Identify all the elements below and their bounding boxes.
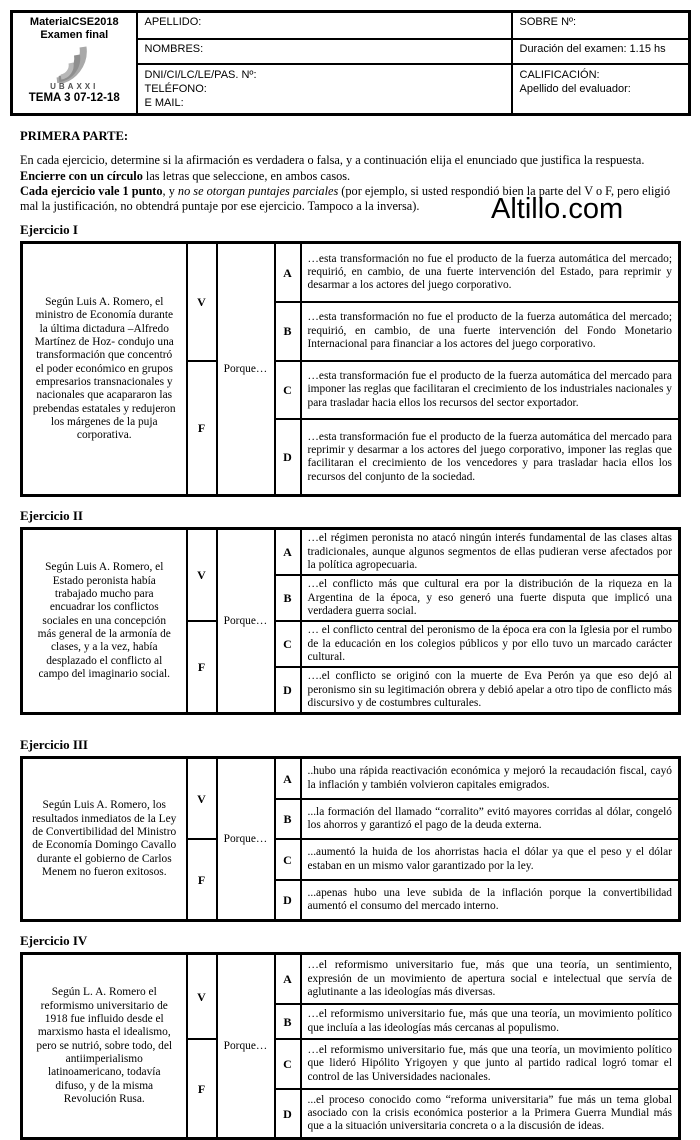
exercise-2-option-b-text: …el conflicto más que cultural era por la distribución de la riqueza en la Argentina de la época, y eso generó una fuerte disputa que implicó una verdadera guerra social. [301,575,680,621]
exercise-4-option-v: V [187,954,217,1039]
exercise-1-letter-c: C [275,361,301,420]
exercise-3-option-d-text: ...apenas hubo una leve subida de la inflación porque la convertibilidad aumentó el consumo del mercado interno. [301,880,680,921]
exercise-2-letter-d: D [275,667,301,714]
exercise-1-letter-b: B [275,302,301,361]
exam-id-cell [12,12,137,115]
exercise-2-option-c-text: … el conflicto central del peronismo de la época era con la Iglesia por el rumbo de la educación en los colegios públicos y por ello tuvo un marcado carácter cultural. [301,621,680,667]
exercise-3-table [20,756,681,922]
exercise-1-option-b-text: …esta transformación no fue el producto de la fuerza automática del mercado; requirió, en cambio, de una fuerte intervención del Fondo Monetario Internacional para financiar a los actores del juego corporativo. [301,302,680,361]
email-field: E MAIL: [144,97,184,110]
exercise-4-title: Ejercicio IV [20,933,88,949]
exercise-4-option-b-text: …el reformismo universitario fue, más que una teoría, un movimiento político que incluía a las ideologías más cercanas al populismo. [301,1004,680,1039]
exercise-4-option-c-text: …el reformismo universitario fue, más que una teoría, un movimiento político que lideró Hipólito Yrigoyen y que junto al partido radical logró tomar el control de las Universidades nacionales. [301,1039,680,1089]
nombres-field: NOMBRES: [137,39,512,64]
exercise-3-letter-d: D [275,880,301,921]
exercise-3-option-a-text: ..hubo una rápida reactivación económica y mejoró la recaudación fiscal, cayó la inflación y también volvieron capitales emigrados. [301,758,680,799]
apellido-field: APELLIDO: [137,12,512,39]
exercise-2-option-v: V [187,529,217,622]
ubaxxi-logo-text: UBAXXI [50,82,99,92]
exercise-1-letter-d: D [275,419,301,495]
exercise-3-option-f: F [187,839,217,921]
exercise-4-letter-c: C [275,1039,301,1089]
exercise-3-option-v: V [187,758,217,839]
exercise-1-letter-a: A [275,243,301,302]
exercise-3-letter-b: B [275,799,301,839]
exam-type-label: Examen final [40,28,109,41]
contact-fields [137,64,512,115]
exercise-4-porque-label: Porque… [217,954,275,1139]
instructions-line3-italic: no se otorgan puntajes parciales [177,183,339,198]
exercise-2-option-d-text: ….el conflicto se originó con la muerte de Eva Perón ya que eso dejó al peronismo sin su legitimación obrera y debió apelar a otro tipo de conflicto más discursivo y de costumbres culturales. [301,667,680,714]
section-title: PRIMERA PARTE: [20,129,129,144]
exercise-1-option-c-text: …esta transformación fue el producto de la fuerza automática del mercado para imponer las reglas que facilitaran el crecimiento de los industriales nacionales y para trasladar hacia ellos los recursos del sector exportador. [301,361,680,420]
exercise-3-statement: Según Luis A. Romero, los resultados inmediatos de la Ley de Convertibilidad del Ministro de Economía Domingo Cavallo durante el gobierno de Carlos Menem no fueron exitosos. [22,758,187,921]
exercise-3-porque-label: Porque… [217,758,275,921]
telefono-field: TELÉFONO: [144,82,207,95]
exercise-2-title: Ejercicio II [20,508,83,524]
sobre-field: SOBRE Nº: [512,12,690,39]
exercise-2-letter-a: A [275,529,301,576]
instructions-line3-rest: (por ejemplo, si usted respondió bien la parte del V o F, pero eligió mal la justificación, no obtendrá puntaje por ese ejercicio. Tampoco a la inversa). [20,183,671,214]
exercise-4-letter-d: D [275,1089,301,1139]
dni-field: DNI/CI/LC/LE/PAS. Nº: [144,68,257,81]
exercise-1-option-f: F [187,361,217,496]
material-label: MaterialCSE2018 [29,16,119,28]
exam-header-table [10,10,691,116]
exercise-4-option-a-text: …el reformismo universitario fue, más que una teoría, un sentimiento, expresión de un movimiento de apertura social e intelectual que servía de aglutinante a las ideologías más diversas. [301,954,680,1004]
calificacion-cell [512,64,690,115]
instructions-line2-bold: Encierre con un círculo [20,168,143,183]
exercise-4-option-d-text: ...el proceso conocido como “reforma universitaria” fue más un tema global asociado con la crisis económica posterior a la Primera Guerra Mundial más que a la situación universitaria concreta o a la discusión de ideas. [301,1089,680,1139]
exercise-4-option-f: F [187,1039,217,1139]
instructions-line3-bold: Cada ejercicio vale 1 punto [20,183,163,198]
exercise-1-table [20,241,681,497]
instructions-line2-rest: las letras que seleccione, en ambos casos. [142,168,351,183]
instructions-line3-mid: , y [162,183,178,198]
ubaxxi-logo-icon [43,41,105,83]
exercise-3-option-b-text: ...la formación del llamado “corralito” evitó mayores corridas al dólar, congeló los ahorros y garantizó el pago de la deuda externa. [301,799,680,839]
tema-label: TEMA 3 07-12-18 [28,92,120,105]
exercise-4-letter-b: B [275,1004,301,1039]
exercise-1-porque-label: Porque… [217,243,275,496]
exercise-1-option-a-text: …esta transformación no fue el producto de la fuerza automática del mercado; requirió, en cambio, de una fuerte intervención del Estado, para reprimir y desarmar a los actores del juego corporativo. [301,243,680,302]
exercise-1-title: Ejercicio I [20,222,78,238]
exercise-3-letter-c: C [275,839,301,879]
exercise-2-table [20,527,681,715]
evaluador-label: Apellido del evaluador: [519,82,631,95]
altillo-watermark: Altillo.com [491,193,624,225]
instructions-line1: En cada ejercicio, determine si la afirmación es verdadera o falsa, y a continuación elija el enunciado que justifica la respuesta. [20,153,645,168]
exercise-2-option-a-text: …el régimen peronista no atacó ningún interés fundamental de las clases altas tradicionales, aunque algunos segmentos de ellas pudieran verse afectados por la política agropecuaria. [301,529,680,576]
exercise-2-letter-b: B [275,575,301,621]
exercise-4-letter-a: A [275,954,301,1004]
exercise-2-option-f: F [187,621,217,714]
exercise-3-letter-a: A [275,758,301,799]
duracion-label: Duración del examen: 1.15 hs [512,39,690,64]
exercise-3-option-c-text: ...aumentó la huida de los ahorristas hacia el dólar ya que el peso y el dólar estaban en un mismo valor garantizado por la ley. [301,839,680,879]
exercise-1-statement: Según Luis A. Romero, el ministro de Economía durante la última dictadura –Alfredo Martínez de Hoz- condujo una transformación que concentró el poder económico en grupos empresarios transnacionales y nacionales que acapararon las prebendas estatales y redujeron los márgenes de la puja corporativa. [22,243,187,496]
exercise-4-table [20,952,681,1140]
exercise-3-title: Ejercicio III [20,737,88,753]
exercise-1-option-d-text: …esta transformación fue el producto de la fuerza automática del mercado para reprimir y desarmar a los actores del juego corporativo, imponer las reglas que facilitaran el crecimiento de los vencedores y para trasladar hacia ellos los recursos del conjunto de la sociedad. [301,419,680,495]
exercise-2-porque-label: Porque… [217,529,275,714]
exercise-4-statement: Según L. A. Romero el reformismo universitario de 1918 fue influido desde el marxismo hasta el idealismo, pero se nutrió, sobre todo, del antiimperialismo latinoamericano, todavía difuso, y de la misma Revolución Rusa. [22,954,187,1139]
exercise-2-statement: Según Luis A. Romero, el Estado peronista había trabajado mucho para encuadrar los conflictos sociales en una concepción más general de la armonía de clases, y a la vez, había desplazado el conflicto al campo del imaginario social. [22,529,187,714]
exercise-2-letter-c: C [275,621,301,667]
exercise-1-option-v: V [187,243,217,361]
calificacion-label: CALIFICACIÓN: [519,68,600,81]
